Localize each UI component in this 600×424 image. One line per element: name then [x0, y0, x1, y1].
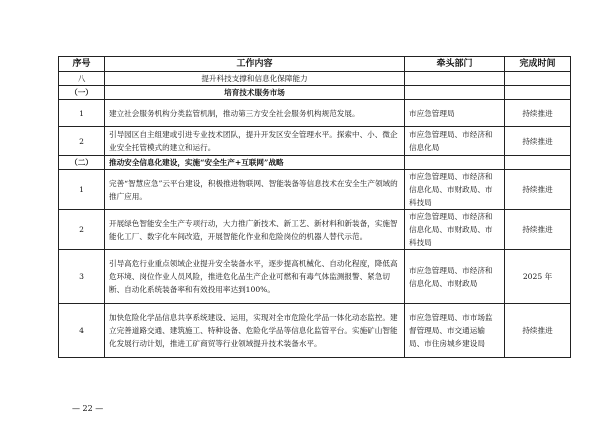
row-time: 持续推进 [505, 100, 571, 127]
table-row [59, 304, 571, 358]
row-content: 建立社会服务机构分类监管机制，推动第三方安全社会服务机构规范发展。 [105, 100, 405, 127]
header-row [59, 57, 571, 72]
row-no: 4 [59, 304, 105, 358]
part-title: 提升科技支撑和信息化保障能力 [105, 72, 405, 86]
section-no: （一） [59, 86, 105, 100]
part-empty-time [505, 72, 571, 86]
empty-cell [405, 156, 505, 170]
section-title: 培育技术服务市场 [105, 86, 405, 100]
section-row [59, 156, 571, 170]
part-empty-dept [405, 72, 505, 86]
page-number: — 22 — [72, 404, 104, 413]
row-content: 引导高危行业重点领域企业提升安全装备水平，逐步提高机械化、自动化程度，降低高危环境、岗位作业人员风险，推进危化品生产企业可燃和有毒气体监测报警、紧急切断、自动化系统装备率和有效投用率达到100%。 [105, 250, 405, 304]
part-no: 八 [59, 72, 105, 86]
row-time: 持续推进 [505, 170, 571, 210]
table-row [59, 250, 571, 304]
row-no: 1 [59, 100, 105, 127]
row-time: 2025 年 [505, 250, 571, 304]
empty-cell [405, 86, 505, 100]
row-no: 2 [59, 127, 105, 156]
row-content: 引导园区自主组建或引进专业技术团队，提升开发区安全管理水平。探索中、小、微企业安全托管模式的建立和运行。 [105, 127, 405, 156]
section-row [59, 86, 571, 100]
work-table [58, 56, 571, 358]
row-time: 持续推进 [505, 210, 571, 250]
row-dept: 市应急管理局、市经济和信息化局、市财政局、市科技局 [405, 210, 505, 250]
row-time: 持续推进 [505, 304, 571, 358]
row-content: 加快危险化学品信息共享系统建设、运用，实现对全市危险化学品一体化动态监控。建立完善道路交通、建筑施工、特种设备、危险化学品等信息化监管平台。实施矿山智能化发展行动计划，推进工矿商贸等行业领域提升技术装备水平。 [105, 304, 405, 358]
row-dept: 市应急管理局 [405, 100, 505, 127]
header-content: 工作内容 [105, 57, 405, 72]
header-time: 完成时间 [505, 57, 571, 72]
row-dept: 市应急管理局、市经济和信息化局、市财政局、市科技局 [405, 170, 505, 210]
part-row [59, 72, 571, 86]
row-no: 1 [59, 170, 105, 210]
table-row [59, 127, 571, 156]
header-dept: 牵头部门 [405, 57, 505, 72]
row-time: 持续推进 [505, 127, 571, 156]
table-row [59, 210, 571, 250]
row-dept: 市应急管理局、市经济和信息化局、市财政局 [405, 250, 505, 304]
section-title: 推动安全信息化建设，实施“安全生产+互联网”战略 [105, 156, 405, 170]
table-row [59, 100, 571, 127]
row-content: 开展绿色智能安全生产专项行动，大力推广新技术、新工艺、新材料和新装备，实施智能化工厂、数字化车间改造，开展智能化作业和危险岗位的机器人替代示范。 [105, 210, 405, 250]
row-dept: 市应急管理局、市经济和信息化局 [405, 127, 505, 156]
row-dept: 市应急管理局、市市场监督管理局、市交通运输局、市住房城乡建设局 [405, 304, 505, 358]
section-no: （二） [59, 156, 105, 170]
empty-cell [505, 86, 571, 100]
table-row [59, 170, 571, 210]
row-content: 完善“智慧应急”云平台建设，积极推进物联网、智能装备等信息技术在安全生产领域的推广应用。 [105, 170, 405, 210]
row-no: 3 [59, 250, 105, 304]
header-no: 序号 [59, 57, 105, 72]
empty-cell [505, 156, 571, 170]
row-no: 2 [59, 210, 105, 250]
